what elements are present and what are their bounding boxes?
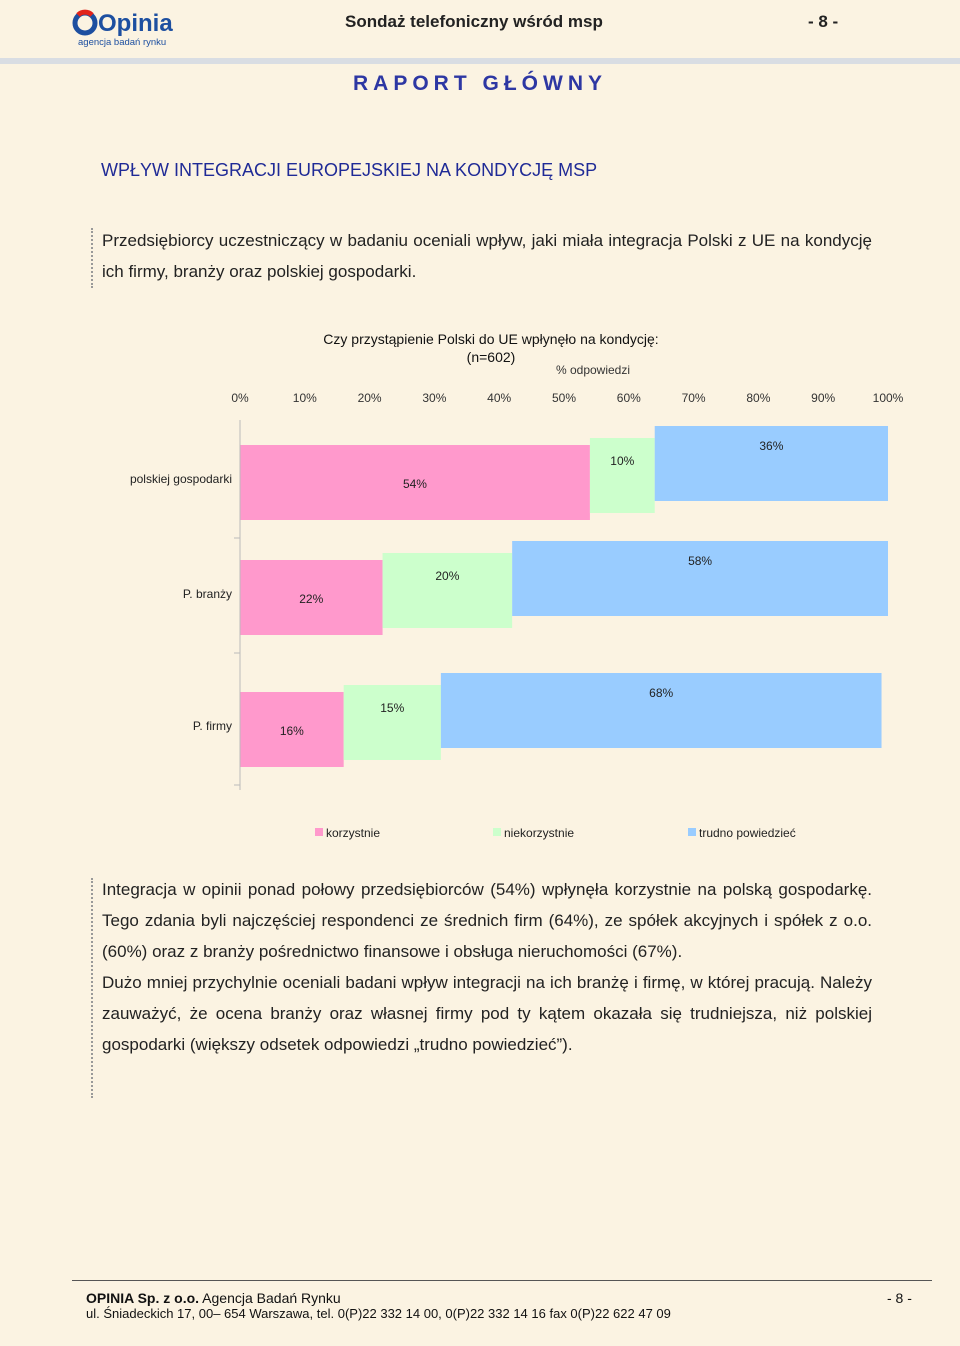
stacked-bar-chart <box>0 310 960 850</box>
x-tick-label: 100% <box>872 391 904 405</box>
x-tick-label: 0% <box>231 391 249 405</box>
x-axis-label: % odpowiedzi <box>555 363 631 377</box>
footer-company-desc: Agencja Badań Rynku <box>202 1290 341 1306</box>
x-tick-label: 10% <box>292 391 317 405</box>
opinia-logo <box>72 6 192 50</box>
report-title: RAPORT GŁÓWNY <box>353 72 607 95</box>
footer-divider <box>72 1280 932 1281</box>
x-tick-label: 50% <box>551 391 577 405</box>
chart-subtitle: (n=602) <box>466 349 516 365</box>
footer-company <box>86 1290 341 1306</box>
bar-segment-trudno-powiedzieć <box>441 673 882 748</box>
category-label: P. firmy <box>192 719 232 733</box>
bar-value-label: 16% <box>279 724 304 738</box>
bar-value-label: 22% <box>299 592 324 606</box>
bar-value-label: 36% <box>759 439 784 453</box>
bar-value-label: 15% <box>380 701 405 715</box>
bar-segment-niekorzystnie <box>383 553 513 628</box>
category-label: P. branży <box>182 587 232 601</box>
x-tick-label: 90% <box>811 391 836 405</box>
margin-marker <box>91 878 93 1098</box>
bar-value-label: 54% <box>402 477 427 491</box>
header-title: Sondaż telefoniczny wśród msp <box>345 12 603 31</box>
summary-text <box>102 874 872 1060</box>
bar-value-label: 58% <box>688 554 713 568</box>
x-tick-label: 60% <box>616 391 641 405</box>
intro-paragraph: Przedsiębiorcy uczestniczący w badaniu oceniali wpływ, jaki miała integracja Polski z UE na kondycję ich firmy, branży oraz polskiej gospodarki. <box>102 231 872 281</box>
x-tick-label: 70% <box>681 391 706 405</box>
legend-label: korzystnie <box>326 826 381 840</box>
footer-page-number: - 8 - <box>887 1290 912 1306</box>
logo-subtext: agencja badań rynku <box>78 37 167 48</box>
footer-address: ul. Śniadeckich 17, 00– 654 Warszawa, tel. 0(P)22 332 14 00, 0(P)22 332 14 16 fax 0(P)22 622 47 09 <box>86 1306 671 1321</box>
bar-value-label: 20% <box>435 569 460 583</box>
bar-segment-niekorzystnie <box>344 685 441 760</box>
category-labels <box>130 472 240 785</box>
x-tick-label: 20% <box>357 391 382 405</box>
header-page-number: - 8 - <box>808 12 839 31</box>
logo-wordmark: Opinia <box>98 10 173 37</box>
chart-title: Czy przystąpienie Polski do UE wpłynęło na kondycję: <box>323 331 659 347</box>
bar-segment-trudno-powiedzieć <box>655 426 888 501</box>
summary-paragraph-1: Integracja w opinii ponad połowy przedsiębiorców (54%) wpłynęła korzystnie na polską gospodarkę. Tego zdania byli najczęściej respondenci ze średnich firm (64%), ze spółek akcyjnych i spółek z o.o. (60%) oraz z branży pośrednictwo finansowe i obsługa nieruchomości (67%). <box>102 880 872 961</box>
margin-marker <box>91 228 93 288</box>
x-axis-ticks <box>231 391 903 405</box>
bar-value-label: 10% <box>610 454 635 468</box>
bar-segment-trudno-powiedzieć <box>512 541 888 616</box>
legend-label: trudno powiedzieć <box>699 826 796 840</box>
legend-swatch <box>493 828 501 836</box>
bar-value-label: 68% <box>649 686 674 700</box>
category-label: polskiej gospodarki <box>129 472 232 486</box>
x-tick-label: 40% <box>487 391 512 405</box>
legend-swatch <box>315 828 323 836</box>
bar-segments <box>240 426 888 767</box>
x-tick-label: 80% <box>746 391 771 405</box>
legend-swatch <box>688 828 696 836</box>
x-tick-label: 30% <box>422 391 447 405</box>
footer-company-name: OPINIA Sp. z o.o. <box>86 1290 200 1306</box>
bar-segment-niekorzystnie <box>590 438 655 513</box>
legend-label: niekorzystnie <box>504 826 575 840</box>
header-divider <box>0 58 960 64</box>
summary-paragraph-2: Dużo mniej przychylnie oceniali badani wpływ integracji na ich branżę i firmę, w której pracują. Należy zauważyć, że ocena branży oraz własnej firmy pod ty kątem okazała się trudniejsza, niż polskiej gospodarki (większy odsetek odpowiedzi „trudno powiedzieć”). <box>102 973 872 1054</box>
legend <box>315 826 796 840</box>
section-title: WPŁYW INTEGRACJI EUROPEJSKIEJ NA KONDYCJĘ MSP <box>101 160 598 180</box>
